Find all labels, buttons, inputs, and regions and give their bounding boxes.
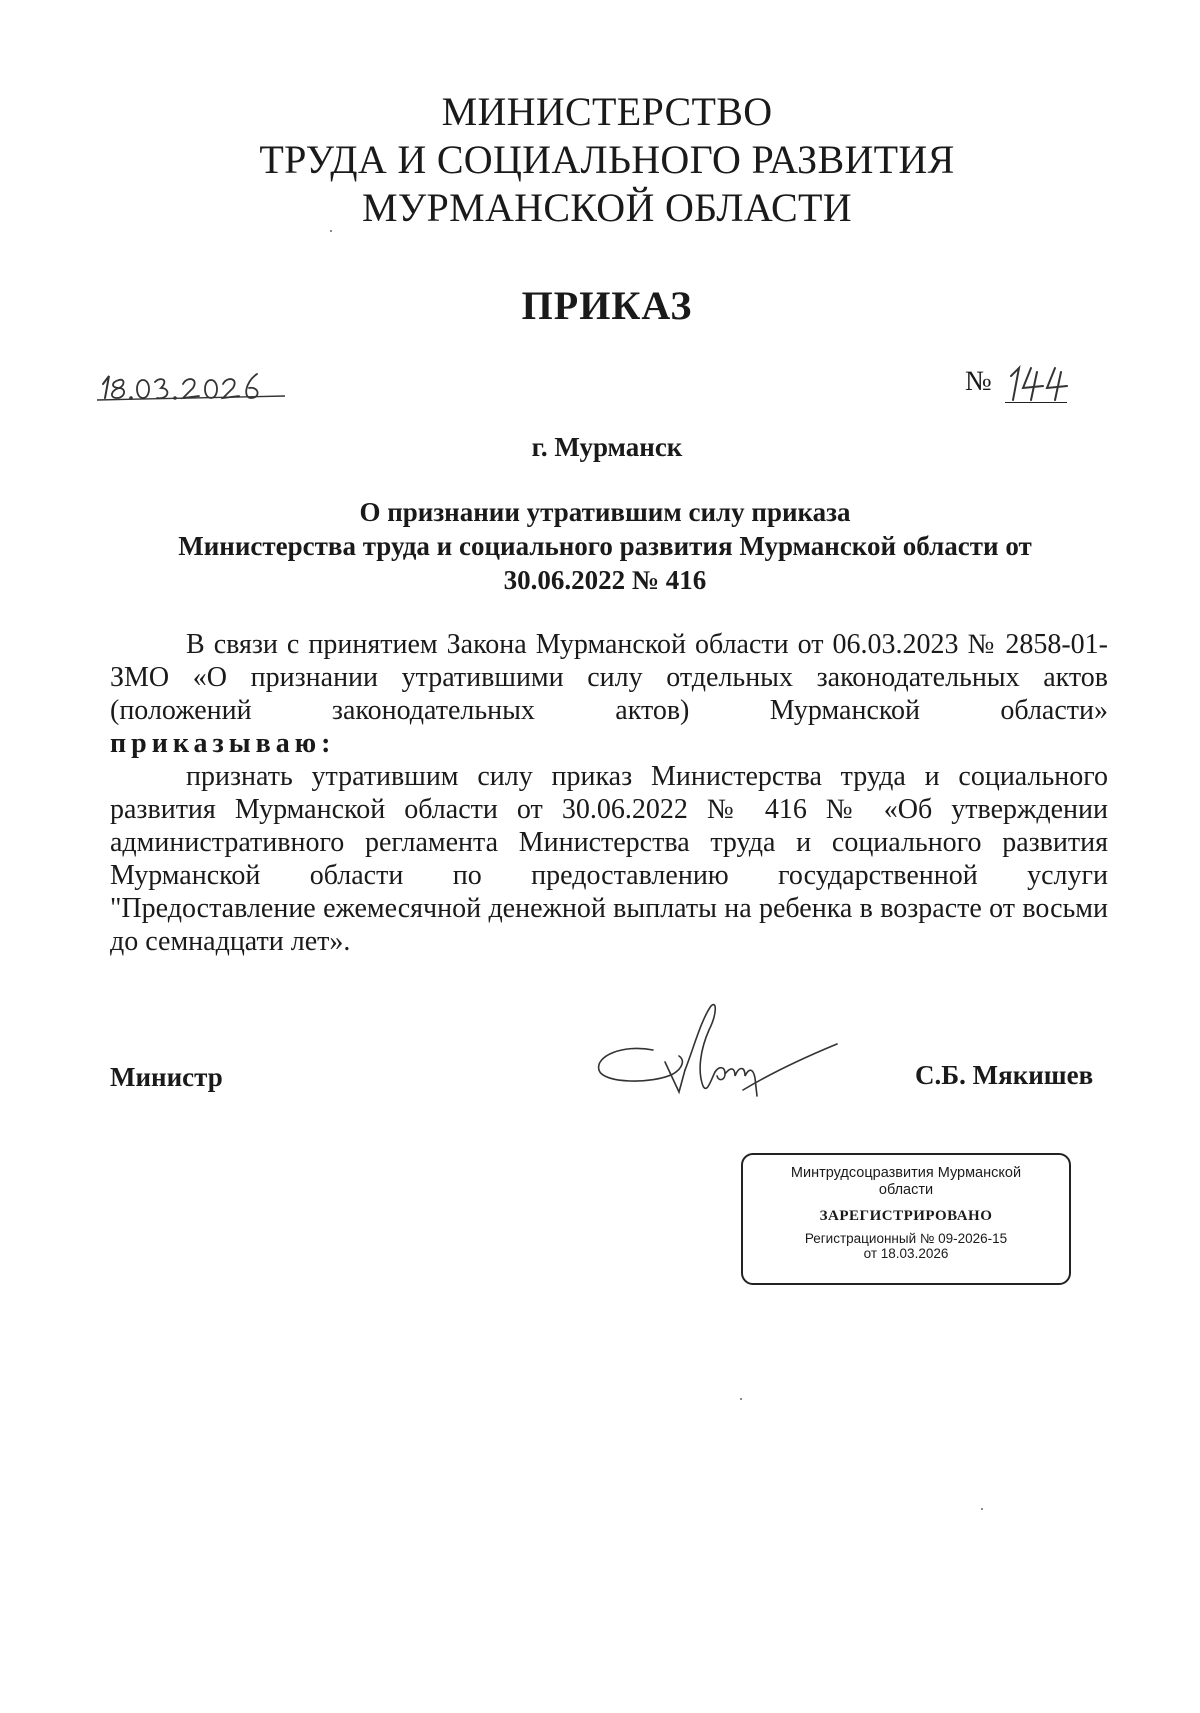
handwritten-signature xyxy=(593,1000,843,1110)
ministry-heading xyxy=(0,88,1200,232)
signatory-name: С.Б. Мякишев xyxy=(915,1060,1094,1090)
title-line-2: Министерства труда и социального развития Мурманской области от xyxy=(178,531,1032,561)
scan-speck xyxy=(330,230,332,232)
city: г. Мурманск xyxy=(531,432,683,462)
document-title xyxy=(110,495,1100,597)
signatory-position: Министр xyxy=(110,1062,223,1092)
scan-speck xyxy=(981,1508,983,1510)
title-line-1: О признании утратившим силу приказа xyxy=(359,497,851,527)
document-number xyxy=(965,366,1105,410)
registration-stamp xyxy=(741,1153,1071,1285)
ministry-line-2: ТРУДА И СОЦИАЛЬНОГО РАЗВИТИЯ xyxy=(259,137,955,182)
stamp-organization: Минтрудсоцразвития Мурманской области xyxy=(790,1165,1022,1198)
title-line-3: 30.06.2022 № 416 xyxy=(503,565,707,595)
stamp-registration-number: Регистрационный № 09-2026-15 xyxy=(804,1231,1008,1246)
handwritten-number xyxy=(1005,360,1071,404)
ministry-line-3: МУРМАНСКОЙ ОБЛАСТИ xyxy=(362,185,852,230)
stamp-status: ЗАРЕГИСТРИРОВАНО xyxy=(819,1208,993,1224)
handwritten-date xyxy=(95,360,295,408)
document-type: ПРИКАЗ xyxy=(521,283,693,328)
decision-paragraph: признать утратившим силу приказ Министерства труда и социального развития Мурманской области от 30.06.2022 № 416 № «Об утверждении административного регламента Министерства труда и социального развития Мурманской области по предоставлению государственной услуги "Предоставление ежемесячной денежной выплаты на ребенка в возрасте от восьми до семнадцати лет». xyxy=(110,761,1108,957)
preamble-paragraph: В связи с принятием Закона Мурманской области от 06.03.2023 № 2858-01-ЗМО «О признании утратившими силу отдельных законодательных актов (положений законодательных актов) Мурманской области» xyxy=(110,629,1108,726)
document-body xyxy=(110,628,1108,958)
number-sign: № xyxy=(965,366,992,397)
command-word: приказываю: xyxy=(110,728,336,759)
scan-speck xyxy=(740,1398,742,1400)
ministry-line-1: МИНИСТЕРСТВО xyxy=(441,89,773,134)
stamp-registration-date: от 18.03.2026 xyxy=(863,1246,949,1261)
